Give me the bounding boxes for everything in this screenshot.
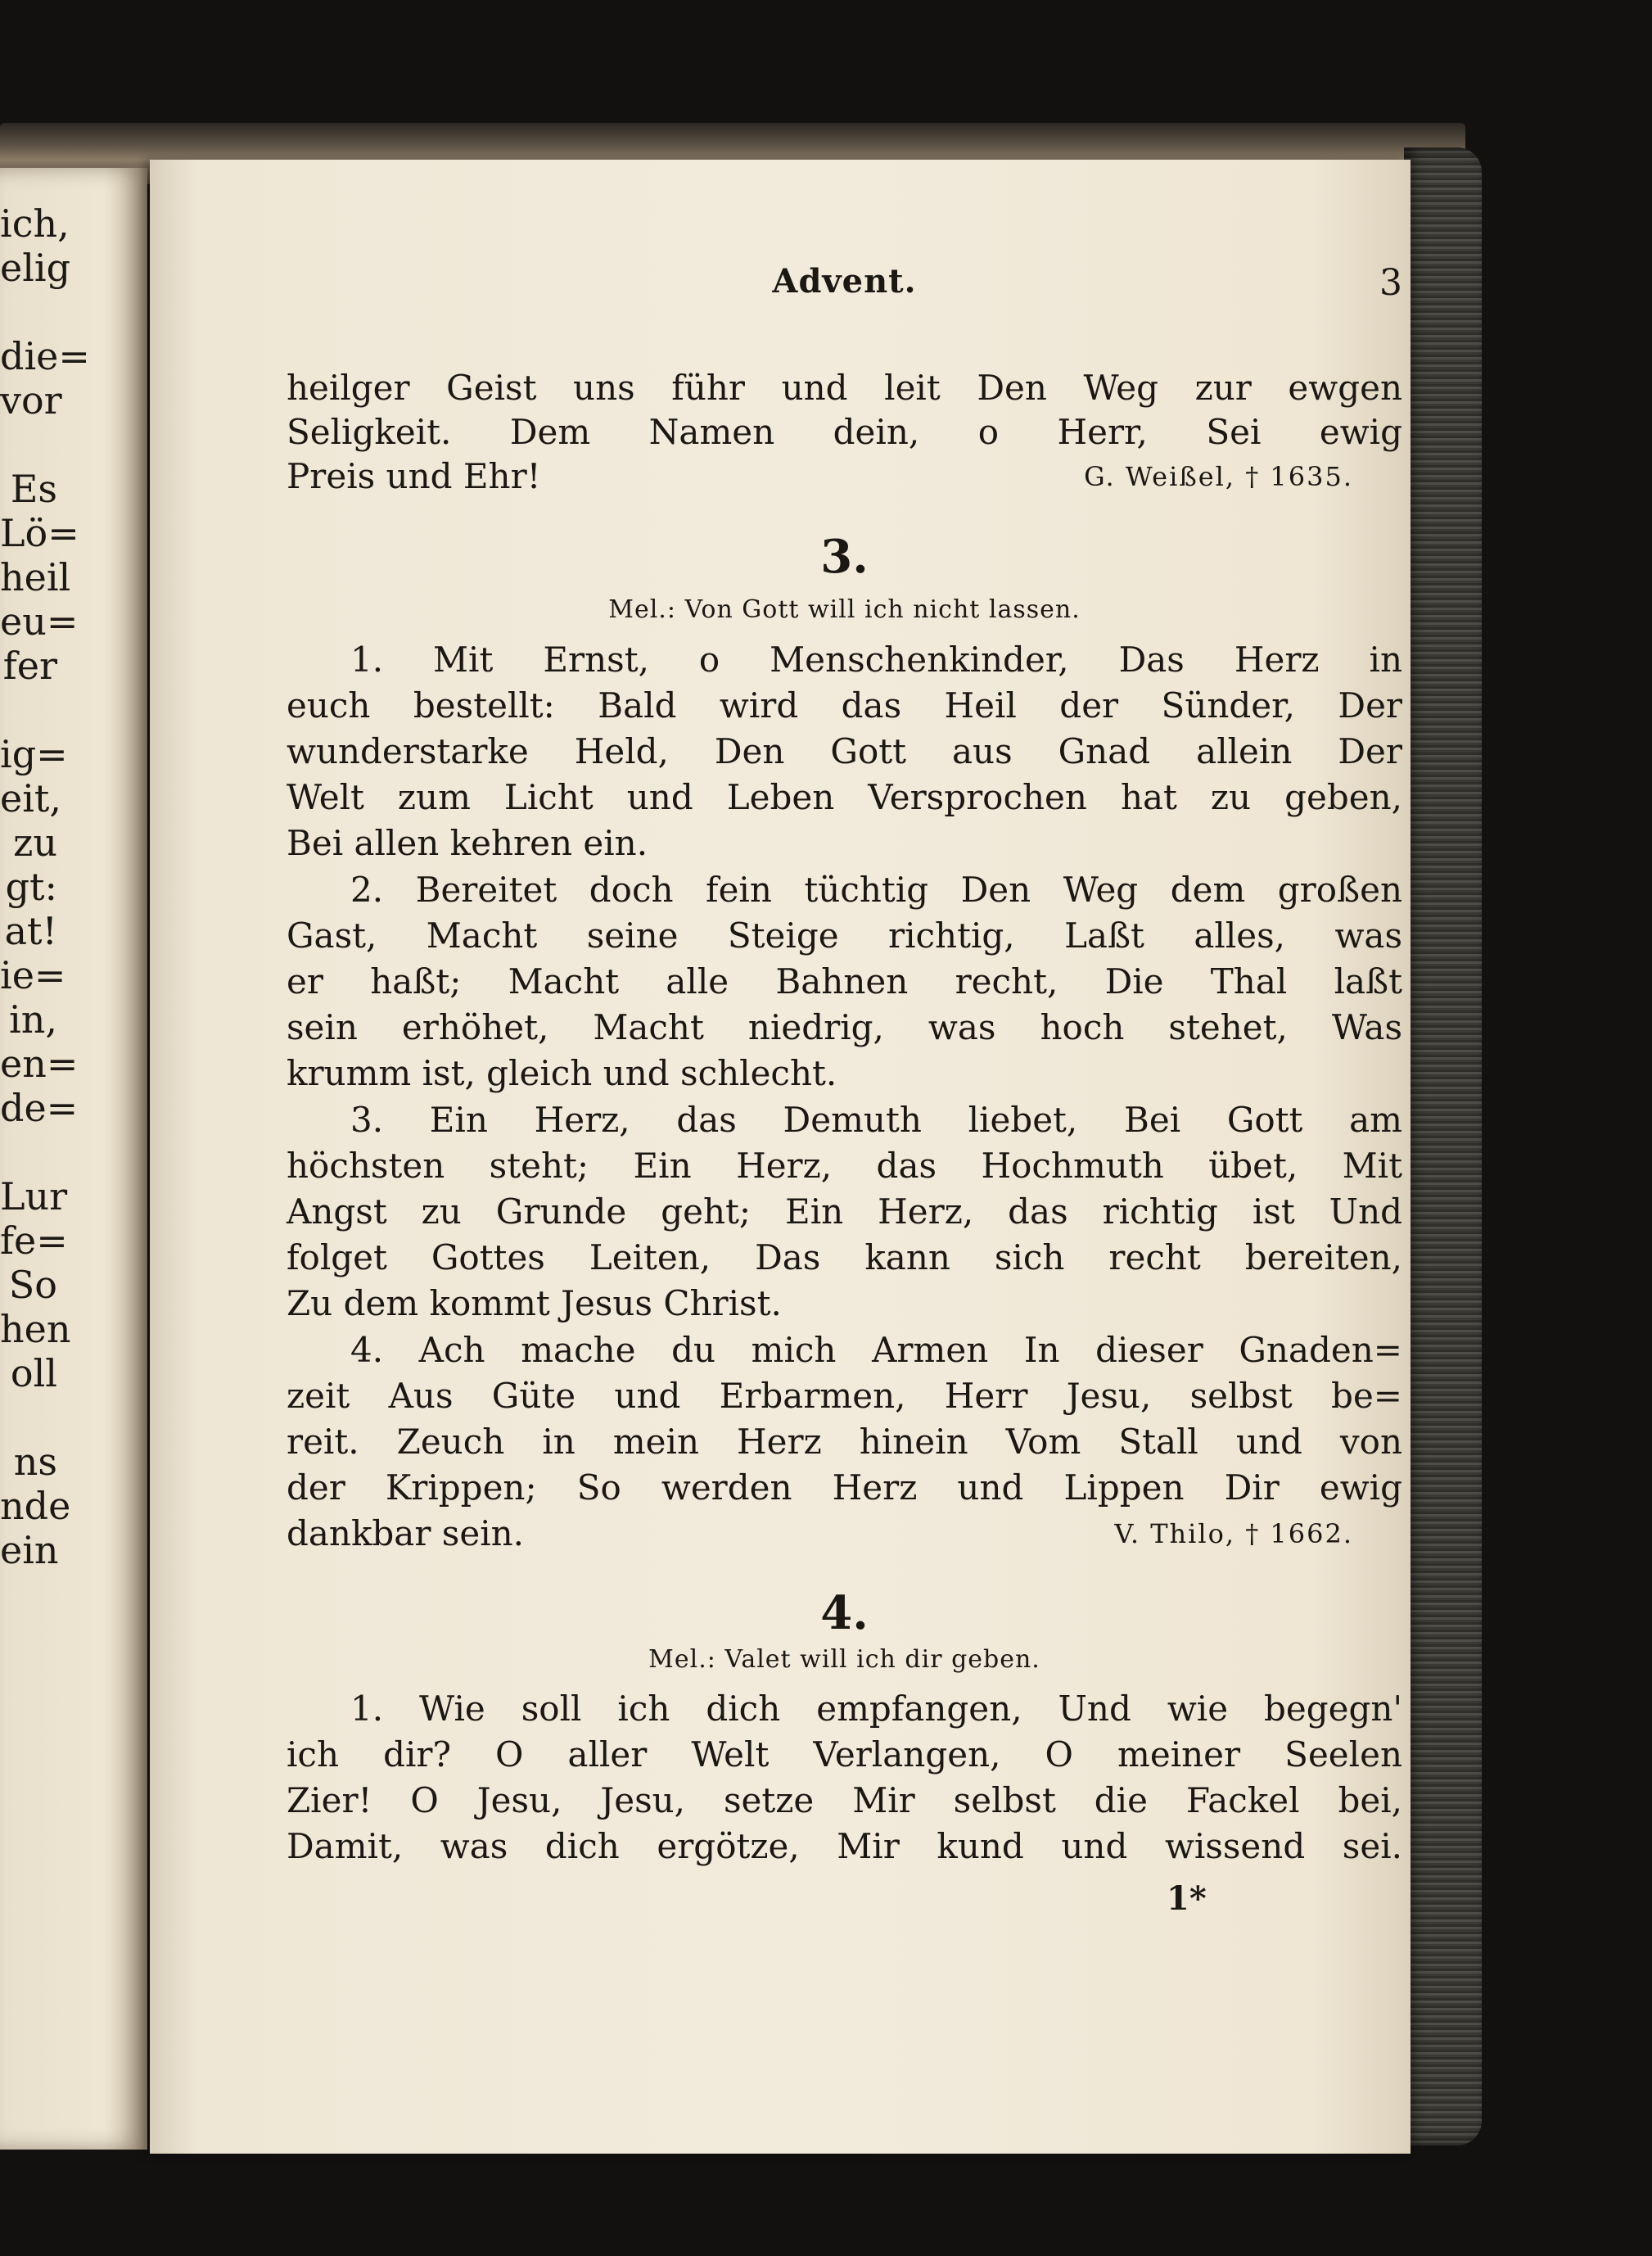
left-page-fragment-line: vor <box>0 378 62 423</box>
hymn3-verse2-line: er haßt; Macht alle Bahnen recht, Die Thal laßt <box>287 961 1402 1001</box>
hymn2-author: G. Weißel, † 1635. <box>1084 461 1353 492</box>
left-page-fragment-line: Es <box>10 467 57 511</box>
hymn3-verse1-line: 1. Mit Ernst, o Menschenkinder, Das Herz in <box>350 640 1402 680</box>
left-page-fragment-line: zu <box>13 821 57 865</box>
hymn3-verse1-line: Bei allen kehren ein. <box>287 823 648 863</box>
left-page-fragment-line: So <box>8 1263 57 1307</box>
left-page-fragment-line: ns <box>13 1440 57 1484</box>
hymn3-verse1-line: Welt zum Licht und Leben Versprochen hat zu geben, <box>287 777 1402 817</box>
left-page-fragment-line: ig= <box>0 732 68 776</box>
hymn4-number: 4. <box>820 1586 869 1640</box>
left-page-fragment <box>0 168 147 2150</box>
hymn3-final-line <box>287 1512 1402 1556</box>
left-page-fragment-line: in, <box>9 997 57 1042</box>
hymn3-verse3-line: folget Gottes Leiten, Das kann sich recht bereiten, <box>287 1237 1402 1277</box>
left-page-fragment-line: die= <box>0 334 90 378</box>
left-page-fragment-line: elig <box>0 246 71 290</box>
hymn3-verse4-line: 4. Ach mache du mich Armen In dieser Gnaden= <box>350 1330 1402 1370</box>
hymn3-verse4-line: der Krippen; So werden Herz und Lippen Dir ewig <box>287 1467 1402 1508</box>
left-page-fragment-line: en= <box>0 1042 79 1086</box>
hymn3-number: 3. <box>820 530 869 584</box>
hymn4-verse1-line: Damit, was dich ergötze, Mir kund und wissend sei. <box>287 1826 1402 1866</box>
hymn2-last-text: Preis und Ehr! <box>287 456 541 496</box>
left-page-fragment-line: eu= <box>0 599 79 644</box>
hymn3-author: V. Thilo, † 1662. <box>1114 1518 1353 1549</box>
hymn3-verse3-line: Angst zu Grunde geht; Ein Herz, das richtig ist Und <box>287 1191 1402 1232</box>
hymn3-last-text: dankbar sein. <box>287 1513 525 1553</box>
left-page-fragment-line: Lur <box>0 1174 68 1218</box>
hymn3-verse1-line: euch bestellt: Bald wird das Heil der Sünder, Der <box>287 685 1402 726</box>
left-page-fragment-line: nde <box>0 1484 71 1528</box>
hymn3-verse2-line: sein erhöhet, Macht niedrig, was hoch stehet, Was <box>287 1007 1402 1047</box>
left-page-fragment-line: Lö= <box>0 511 79 555</box>
hymn3-verse3-line: 3. Ein Herz, das Demuth liebet, Bei Gott am <box>350 1100 1402 1140</box>
hymn4-melody: Mel.: Valet will ich dir geben. <box>648 1645 1040 1674</box>
left-page-fragment-line: ein <box>0 1528 59 1572</box>
page-number: 3 <box>1379 262 1402 304</box>
hymn3-verse3-line: höchsten steht; Ein Herz, das Hochmuth übet, Mit <box>287 1146 1402 1186</box>
left-page-fragment-line: eit, <box>0 776 62 821</box>
hymn4-verse1-line: ich dir? O aller Welt Verlangen, O meiner Seelen <box>287 1734 1402 1775</box>
running-head <box>287 262 1402 311</box>
left-page-fragment-line: fer <box>2 644 57 688</box>
left-page-fragment-line: ie= <box>0 953 66 997</box>
left-page-fragment-line: at! <box>4 909 57 953</box>
left-page-fragment-line: oll <box>10 1351 57 1395</box>
running-title: Advent. <box>772 262 917 301</box>
left-page-fragment-line: gt: <box>5 865 57 909</box>
hymn4-verse1-line: Zier! O Jesu, Jesu, setze Mir selbst die Fackel bei, <box>287 1780 1402 1820</box>
hymn3-verse2-line: 2. Bereitet doch fein tüchtig Den Weg dem großen <box>350 870 1402 910</box>
hymn3-verse2-line: Gast, Macht seine Steige richtig, Laßt alles, was <box>287 916 1402 956</box>
book-cover-spine-edge <box>1404 147 1482 2145</box>
hymn3-verse4-line: zeit Aus Güte und Erbarmen, Herr Jesu, selbst be= <box>287 1376 1402 1416</box>
hymn2-final-line <box>287 454 1402 499</box>
hymn2-line: heilger Geist uns führ und leit Den Weg zur ewgen <box>287 368 1402 408</box>
hymn3-verse2-line: krumm ist, gleich und schlecht. <box>287 1053 837 1093</box>
hymn3-verse4-line: reit. Zeuch in mein Herz hinein Vom Stall und von <box>287 1422 1402 1462</box>
left-page-fragment-line: fe= <box>0 1218 68 1263</box>
signature-mark: 1* <box>1167 1879 1207 1918</box>
left-page-fragment-line: de= <box>0 1086 79 1130</box>
hymn3-verse3-line: Zu dem kommt Jesus Christ. <box>287 1283 782 1323</box>
left-page-fragment-line: heil <box>0 555 71 599</box>
hymn4-verse1-line: 1. Wie soll ich dich empfangen, Und wie begegn' <box>350 1689 1402 1729</box>
left-page-fragment-line: hen <box>0 1307 71 1351</box>
left-page-fragment-line: ich, <box>0 201 70 246</box>
hymn3-verse1-line: wunderstarke Held, Den Gott aus Gnad allein Der <box>287 731 1402 771</box>
hymn3-melody: Mel.: Von Gott will ich nicht lassen. <box>608 595 1081 624</box>
right-page <box>150 160 1411 2154</box>
hymn2-line: Seligkeit. Dem Namen dein, o Herr, Sei ewig <box>287 412 1402 452</box>
